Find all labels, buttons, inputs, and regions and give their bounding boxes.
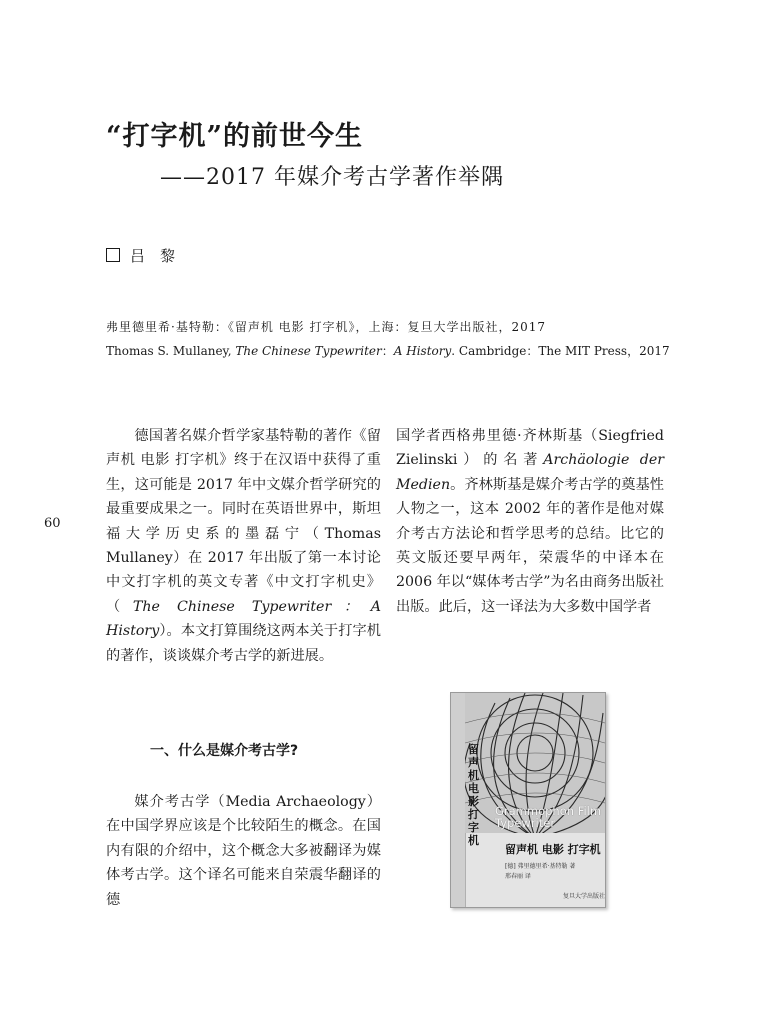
ref2-subtitle: A History — [393, 344, 452, 358]
author-name: 吕 黎 — [130, 247, 176, 265]
square-box-icon — [106, 248, 120, 262]
right-book-title: Archäologie der Medien — [396, 452, 665, 493]
cover-author: [德] 弗里德里希·基特勒 著 — [505, 863, 576, 870]
reference-english — [106, 342, 670, 359]
paragraph-continued — [396, 424, 664, 619]
left-column-section-text — [106, 790, 381, 912]
author-line — [106, 245, 175, 266]
left-column-text — [106, 424, 381, 668]
right-column-text — [396, 424, 664, 619]
article-subtitle: ——2017 年媒介考古学著作举隅 — [160, 165, 504, 190]
cover-vertical-title: 留声机电影打字机 — [468, 743, 479, 847]
article-title: “打字机”的前世今生 — [106, 121, 364, 152]
ref2-colon: ： — [381, 344, 394, 358]
section-heading: 一、什么是媒介考古学? — [150, 743, 299, 759]
book-spine — [451, 693, 466, 907]
ref2-title: The Chinese Typewriter — [235, 344, 382, 358]
cover-publisher: 复旦大学出版社 — [563, 893, 606, 900]
right-text: 国学者西格弗里德·齐林斯基（Siegfried Zielinski）的名著 — [396, 428, 664, 469]
paragraph-intro — [106, 424, 381, 668]
intro-book-title: The Chinese Typewriter：A History — [106, 598, 381, 640]
right-text-end: 。齐林斯基是媒介考古学的奠基性人物之一，这本 2002 年的著作是他对媒介考古方法论和哲学思考的总结。比它的英文版还要早两年，荣震华的中译本在 2006 年以“媒体考古学”为名由商务出版社出版。此后，这一译法为大多数中国学者 — [396, 476, 664, 615]
cover-chinese-title: 留声机 电影 打字机 — [505, 843, 601, 856]
paragraph-section-1: 媒介考古学（Media Archaeology）在中国学界应该是个比较陌生的概念。在国内有限的介绍中，这个概念大多被翻译为媒体考古学。这个译名可能来自荣震华翻译的德 — [106, 794, 381, 908]
intro-text: 德国著名媒介哲学家基特勒的著作《留声机 电影 打字机》终于在汉语中获得了重生，这可能是 2017 年中文媒介哲学研究的最重要成果之一。同时在英语世界中，斯坦福大学历史系的墨磊宁（Thomas Mullaney）在 2017 年出版了第一本讨论中文打字机的英文专著《中文打字机史》（ — [106, 428, 381, 615]
ref2-authors: Thomas S. Mullaney, — [106, 344, 236, 358]
ref2-publisher: . Cambridge：The MIT Press，2017 — [451, 344, 670, 358]
cover-english-title: Grammophon Film Typewriter — [495, 804, 602, 830]
reference-chinese: 弗里德里希·基特勒：《留声机 电影 打字机》，上海：复旦大学出版社，2017 — [106, 320, 546, 334]
intro-text-end: ）。本文打算围绕这两本关于打字机的著作，谈谈媒介考古学的新进展。 — [106, 623, 381, 664]
page-number: 60 — [44, 516, 61, 531]
cover-translator: 邢春丽 译 — [505, 873, 531, 880]
book-cover-image — [450, 692, 606, 908]
